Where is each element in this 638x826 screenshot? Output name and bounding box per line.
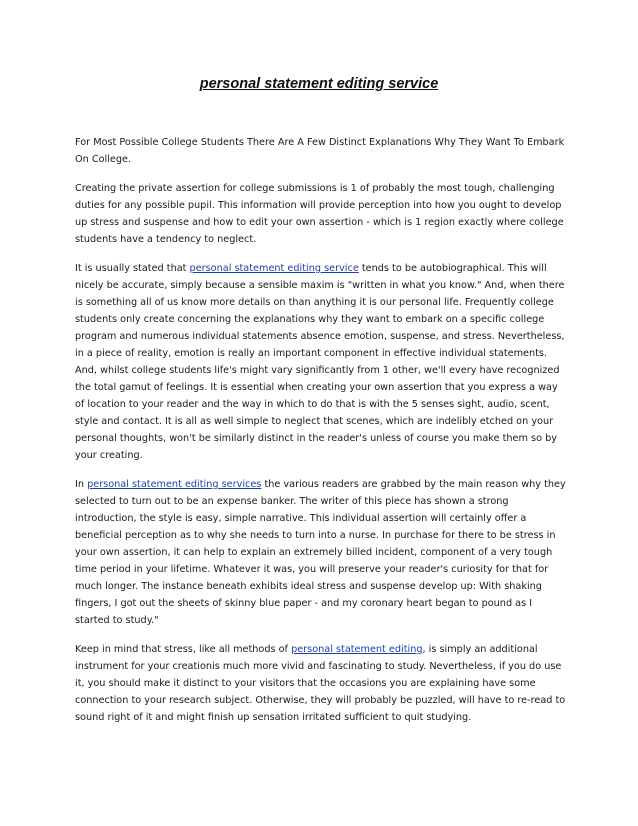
paragraph-text: For Most Possible College Students There Are A Few Distinct Explanations Why They Want To Embark On College. (75, 137, 565, 165)
paragraph-text: It is usually stated that (75, 263, 190, 274)
personal-statement-editing-link[interactable]: personal statement editing (291, 644, 423, 655)
paragraph-2 (75, 180, 566, 248)
document-body (75, 134, 566, 738)
paragraph-3 (75, 260, 566, 464)
personal-statement-editing-service-link[interactable]: personal statement editing service (189, 263, 359, 274)
paragraph-text: the various readers are grabbed by the main reason why they selected to turn out to be an expense banker. The writer of this piece has shown a strong introduction, the style is easy, simple narrative. This individual assertion will certainly offer a beneficial perception as to why she needs to turn into a nurse. In purchase for there to be stress in your own assertion, it can help to explain an extremely billed incident, component of a very tough time period in your lifetime. Whatever it was, you will preserve your reader's curiosity for that for much longer. The instance beneath exhibits ideal stress and suspense develop up: With shaking fingers, I got out the sheets of skinny blue paper - and my coronary heart began to pound as I started to study." (75, 479, 566, 626)
paragraph-text: tends to be autobiographical. This will nicely be accurate, simply because a sensible maxim is "written in what you know." And, when there is something all of us know more details on than anything it is our personal life. Frequently college students only create concerning the explanations why they want to embark on a specific college program and numerous individual statements absence emotion, suspense, and stress. Nevertheless, in a piece of reality, emotion is really an important component in effective individual statements. And, whilst college students life's might vary significantly from 1 other, we'll every have recognized the total gamut of feelings. It is essential when creating your own assertion that you express a way of location to your reader and the way in which to do that is with the 5 senses sight, audio, scent, style and contact. It is all as well simple to neglect that scenes, which are indelibly etched on your personal thoughts, won't be similarly distinct in the reader's unless of course you make them so by your creating. (75, 263, 565, 461)
paragraph-text: Creating the private assertion for college submissions is 1 of probably the most tough, challenging duties for any possible pupil. This information will provide perception into how you ought to develop up stress and suspense and how to edit your own assertion - which is 1 region exactly where college students have a tendency to neglect. (75, 183, 564, 245)
paragraph-text: , is simply an additional instrument for your creationis much more vivid and fascinating to study. Nevertheless, if you do use it, you should make it distinct to your visitors that the occasions you are explaining have some connection to your research subject. Otherwise, they will probably be puzzled, will have to re-read to sound right of it and might finish up sensation irritated sufficient to quit studying. (75, 644, 566, 723)
paragraph-text: Keep in mind that stress, like all methods of (75, 644, 292, 655)
paragraph-text: In (75, 479, 88, 490)
paragraph-4 (75, 476, 566, 629)
paragraph-1 (75, 134, 566, 168)
document-title: personal statement editing service (199, 76, 439, 92)
personal-statement-editing-services-link[interactable]: personal statement editing services (87, 479, 262, 490)
paragraph-5 (75, 641, 566, 726)
